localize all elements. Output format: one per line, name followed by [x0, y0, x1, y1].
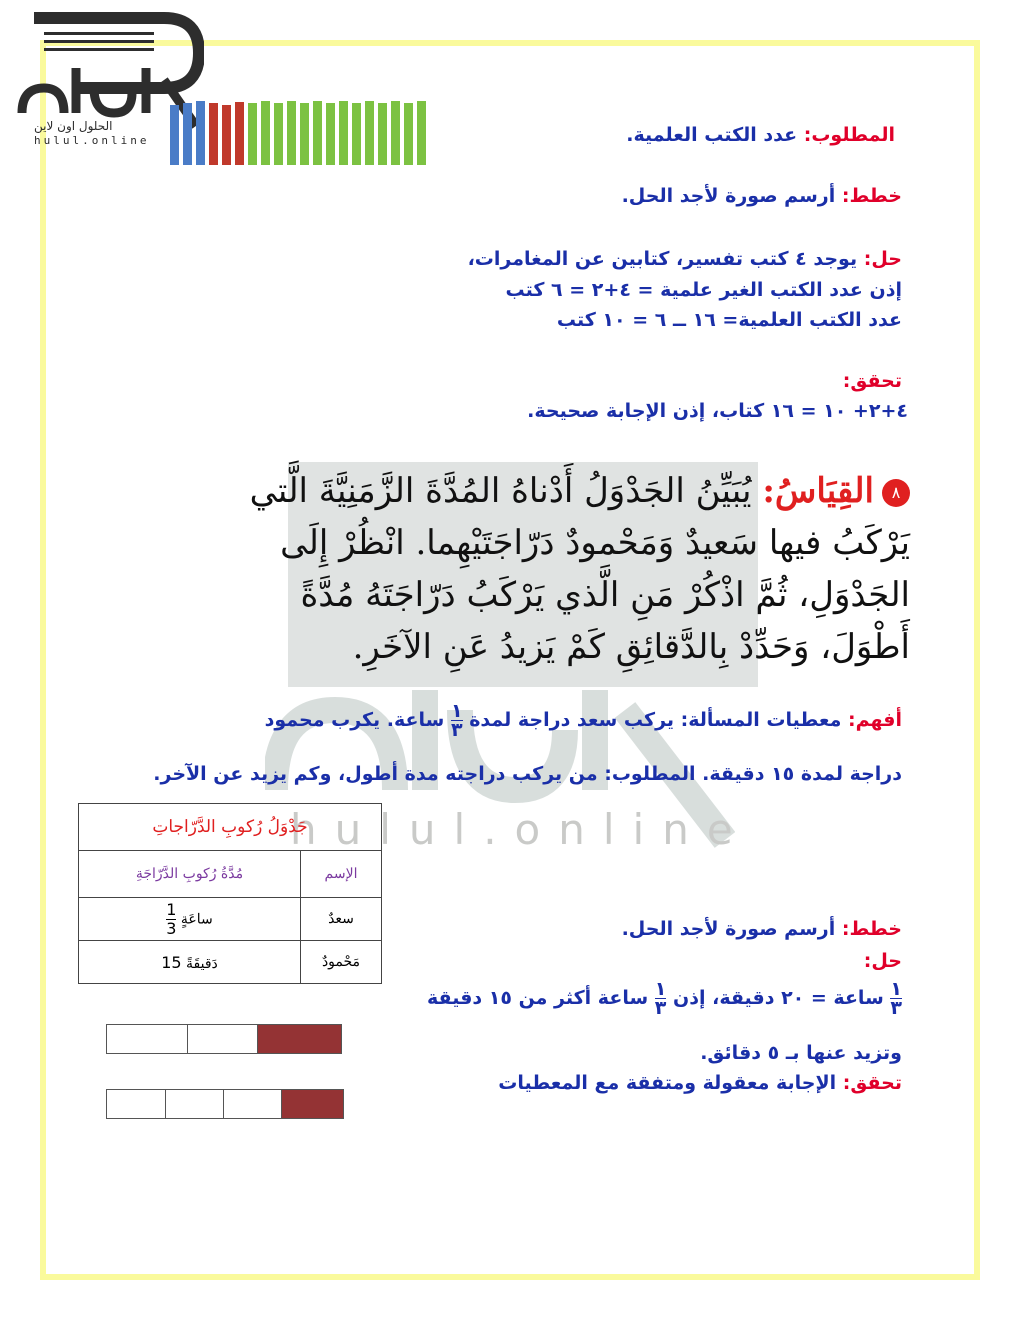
plan-text: أرسم صورة لأجد الحل. — [621, 185, 836, 207]
understand-line-2: دراجة لمدة ١٥ دقيقة. المطلوب: من يركب دراجته مدة أطول، وكم يزيد عن الآخر. — [153, 763, 902, 785]
model-segment — [165, 1090, 223, 1118]
bike-table — [78, 803, 382, 984]
plan-line — [622, 185, 902, 207]
check-label: تحقق: — [842, 370, 902, 392]
understand-fraction — [451, 702, 463, 739]
solve2-label: حل: — [863, 950, 902, 972]
check2-line — [498, 1072, 902, 1094]
plan2-label: خطط: — [841, 918, 902, 940]
table-title: جَدْوَلُ رُكوبِ الدَّرّاجاتِ — [79, 804, 382, 851]
solve2-text-b: ساعة أكثر من ١٥ دقيقة — [427, 987, 649, 1009]
check-text: ٤+٢+ ١٠ = ١٦ كتاب، إذن الإجابة صحيحة. — [527, 400, 908, 422]
decorative-bars — [170, 100, 430, 165]
fraction-numerator: ١ — [450, 700, 463, 722]
solve2-line — [427, 980, 902, 1017]
plan-label: خطط: — [841, 185, 902, 207]
fraction-numerator: ١ — [890, 978, 902, 1000]
model-segment — [223, 1090, 281, 1118]
bar-model-quarters — [106, 1089, 344, 1119]
row-name: سعدٌ — [301, 898, 382, 941]
row-fraction-denominator: 3 — [166, 918, 177, 938]
fraction-denominator: ٣ — [450, 719, 463, 741]
required-label: المطلوب: — [803, 124, 895, 146]
solve2-fraction-a — [890, 980, 902, 1017]
model-segment-filled — [257, 1025, 341, 1053]
solve-label: حل: — [863, 248, 902, 270]
header-name: الإسم — [301, 851, 382, 898]
row-name: مَحْمودٌ — [301, 941, 382, 984]
understand-label: أفهم: — [848, 709, 902, 731]
understand-line — [265, 702, 902, 739]
row-unit: دَقيقَةً — [186, 955, 218, 972]
solve-line-1 — [468, 248, 902, 270]
table-row — [79, 941, 382, 984]
row-fraction-numerator: 1 — [166, 899, 177, 919]
row-unit: ساعَةٍ — [180, 911, 213, 927]
bar-model-thirds — [106, 1024, 342, 1054]
fraction-numerator: ١ — [654, 978, 667, 1000]
understand-text-b: ساعة. يكرب محمود — [264, 709, 445, 731]
problem-number: ٨ — [882, 479, 910, 507]
row-value: 15 — [161, 952, 182, 972]
table-row — [79, 898, 382, 941]
problem-statement — [240, 465, 910, 675]
plan2-line — [622, 918, 902, 940]
model-segment — [107, 1090, 165, 1118]
logo-latin-text: hulul.online — [34, 134, 150, 147]
model-segment-filled — [281, 1090, 343, 1118]
watermark-latin-text: hulul.online — [290, 805, 751, 854]
understand-text-a: معطيات المسألة: يركب سعد دراجة لمدة — [469, 709, 842, 731]
model-segment — [107, 1025, 187, 1053]
solve-text-1: يوجد ٤ كتب تفسير، كتابين عن المغامرات، — [467, 248, 858, 270]
solve2-fraction-b — [655, 980, 667, 1017]
row-duration — [79, 941, 301, 984]
problem-line-1: يُبَيِّنُ الجَدْوَلُ أَدْناهُ المُدَّةَ الزَّمَنِيَّةَ الَّتي — [249, 471, 752, 511]
plan2-text: أرسم صورة لأجد الحل. — [621, 918, 836, 940]
fraction-denominator: ٣ — [654, 997, 667, 1019]
check2-label: تحقق: — [842, 1072, 902, 1094]
check2-text: الإجابة معقولة ومتفقة مع المعطيات — [498, 1072, 837, 1094]
logo-arabic-text: الحلول اون لاين — [34, 119, 113, 133]
problem-line-3: الجَدْوَلِ، ثُمَّ اذْكُرْ مَنِ الَّذي يَرْكَبُ دَرّاجَتَهُ مُدَّةً — [300, 575, 910, 615]
problem-title: القِيَاسُ: — [762, 471, 874, 511]
row-fraction — [166, 901, 176, 938]
fraction-denominator: ٣ — [890, 997, 902, 1019]
header-duration: مُدَّةُ رُكوبِ الدَّرّاجَةِ — [79, 851, 301, 898]
required-text: عدد الكتب العلمية. — [626, 124, 798, 146]
solve2-text-a: ساعة = ٢٠ دقيقة، إذن — [673, 987, 884, 1009]
solve-line-2: إذن عدد الكتب الغير علمية = ٤+٢ = ٦ كتب — [505, 279, 902, 301]
required-line — [626, 124, 895, 146]
solve2-line-2: وتزيد عنها بـ ٥ دقائق. — [700, 1042, 902, 1064]
problem-line-2: يَرْكَبُ فيها سَعيدٌ وَمَحْمودٌ دَرّاجَتَيْهِما. انْظُرْ إِلَى — [280, 523, 910, 563]
solve-line-3: عدد الكتب العلمية= ١٦ ــ ٦ = ١٠ كتب — [556, 309, 902, 331]
problem-line-4: أَطْوَلَ، وَحَدِّدْ بِالدَّقائِقِ كَمْ يَزيدُ عَنِ الآخَرِ. — [352, 627, 910, 667]
model-segment — [187, 1025, 257, 1053]
row-duration — [79, 898, 301, 941]
